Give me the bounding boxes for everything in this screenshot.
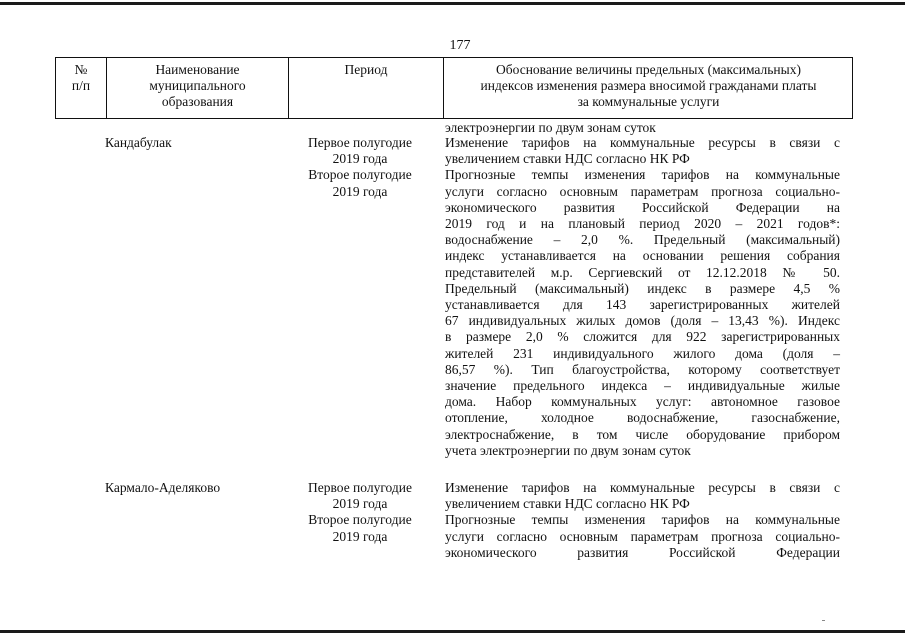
header-justification-column: Обоснование величины предельных (максимальных) индексов изменения размера вносимой гражданами платы за коммунальные услуги (480, 62, 817, 109)
justification-text: Изменение тарифов на коммунальные ресурсы в связи с увеличением ставки НДС согласно НК РФ Прогнозные темпы изменения тарифов на коммунальные услуги согласно основным параметрам прогноза социально- экономического развития Российской Федерации на 2019 год и на плановый период 2020 – 2021 годов*: водоснабжение – 2,0 %. Предельный (максимальный) индекс устанавливается на основании решения собрания представителей м.р. Сергиевский от 12.12.2018 № 50. Предельный (максимальный) индекс в размере 4,5 % устанавливается для 143 зарегистрированных жителей 67 индивидуальных жилых домов (доля – 13,43 %). Индекс в размере 2,0 % сложится для 922 зарегистрированных жителей 231 индивидуального жилого дома (доля – 86,57 %). Тип благоустройства, которому соответствует значение предельного индекса – индивидуальные жилые дома. Набор коммунальных услуг: автономное газовое отопление, холодное водоснабжение, газоснабжение, электроснабжение, в том числе оборудование прибором учета электроэнергии по двум зонам суток (445, 135, 840, 458)
period-cell: Первое полугодие 2019 года Второе полугодие 2019 года (308, 480, 412, 544)
header-municipality-column: Наименование муниципального образования (149, 62, 246, 109)
header-period-column: Период (344, 62, 388, 77)
page-number: 177 (449, 38, 471, 53)
municipality-name: Кандабулак (105, 135, 172, 150)
top-border (0, 2, 905, 5)
bottom-border (0, 630, 905, 633)
period-cell: Первое полугодие 2019 года Второе полугодие 2019 года (308, 135, 412, 199)
justification-text: Изменение тарифов на коммунальные ресурсы в связи с увеличением ставки НДС согласно НК РФ Прогнозные темпы изменения тарифов на коммунальные услуги согласно основным параметрам прогноза социально- экономического развития Российской Федерации (445, 480, 840, 560)
table-header (55, 57, 853, 119)
scan-speck (822, 620, 825, 621)
municipality-name: Кармало-Аделяково (105, 480, 221, 495)
header-number-column: № п/п (71, 62, 91, 93)
continuation-text: электроэнергии по двум зонам суток (445, 120, 656, 135)
